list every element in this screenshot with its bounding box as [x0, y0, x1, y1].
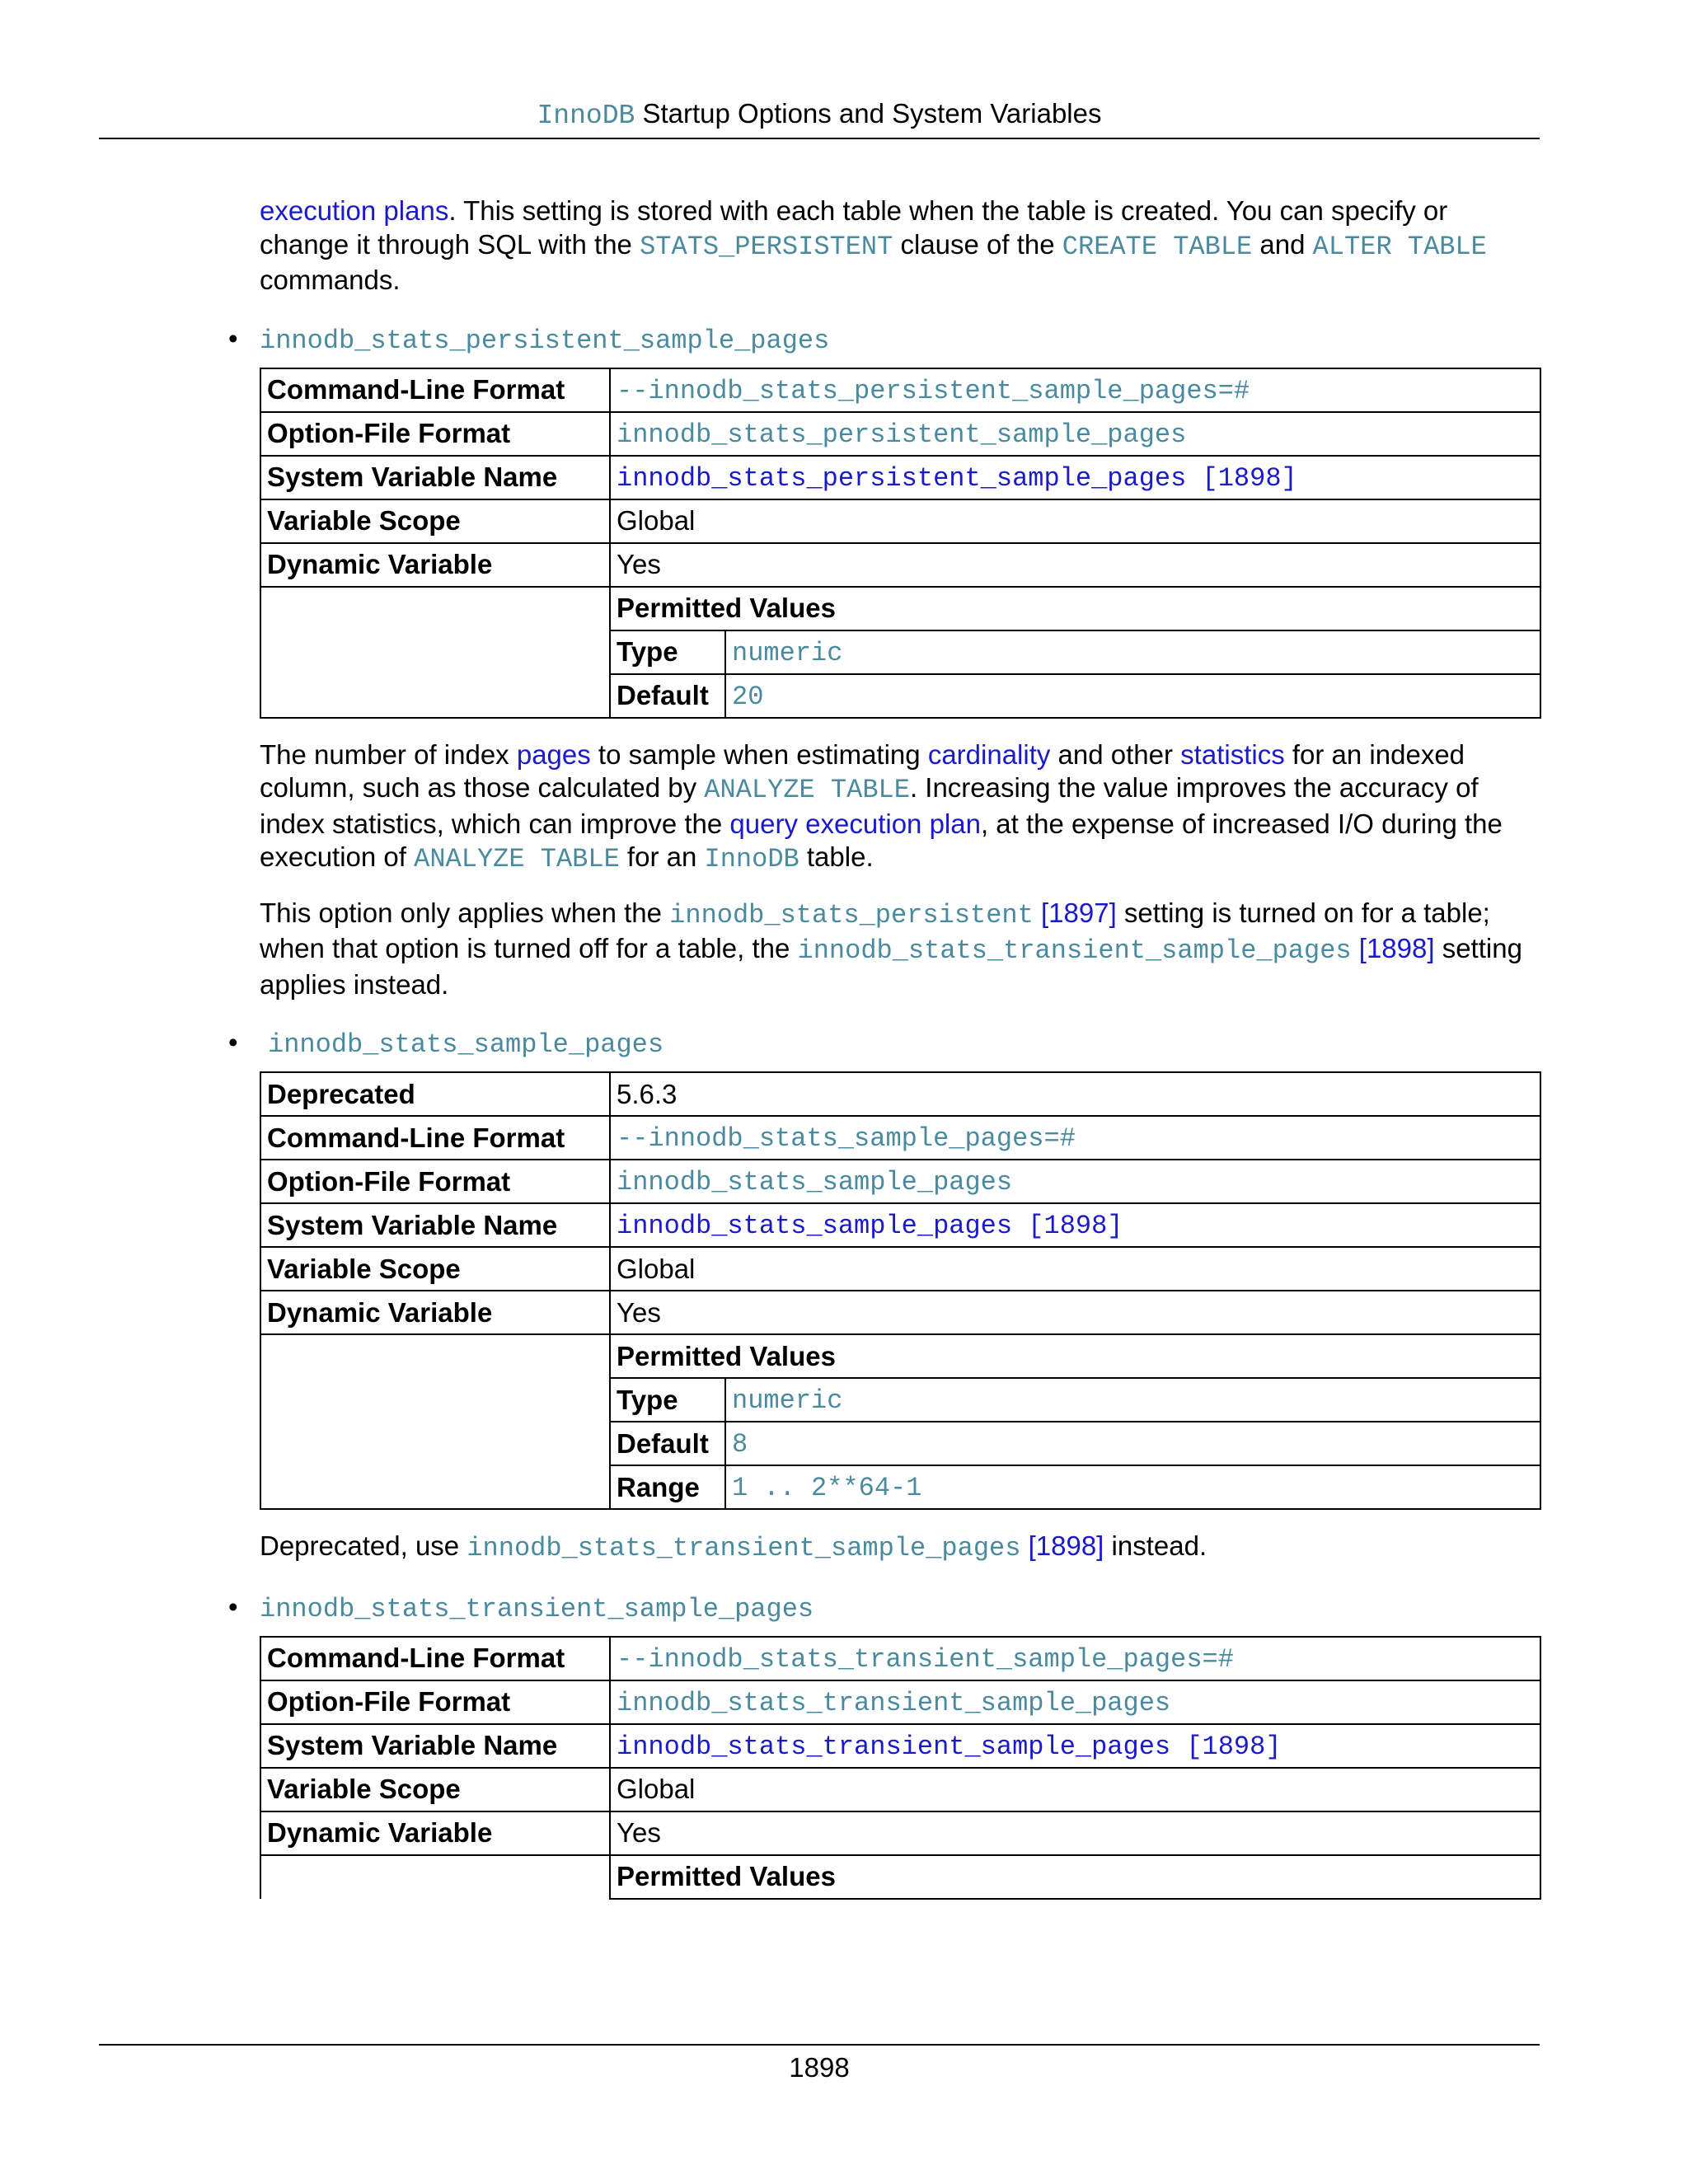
- row-value: 5.6.3: [610, 1072, 1540, 1116]
- table-row: [260, 368, 1540, 412]
- row-label: Deprecated: [260, 1072, 610, 1116]
- row-label: Option-File Format: [260, 1160, 610, 1203]
- empty-cell: [260, 1855, 610, 1899]
- row-value: [610, 456, 1540, 499]
- link-pages[interactable]: pages: [516, 738, 591, 770]
- link-system-variable[interactable]: innodb_stats_transient_sample_pages [1898]: [617, 1731, 1282, 1762]
- code-innodb-stats-transient-sample-pages[interactable]: innodb_stats_transient_sample_pages: [467, 1533, 1021, 1563]
- row-label: Dynamic Variable: [260, 543, 610, 587]
- row-value: Global: [610, 1247, 1540, 1291]
- table-row: [260, 1811, 1540, 1855]
- code-alter-table: ALTER TABLE: [1312, 231, 1487, 262]
- link-page-ref[interactable]: [1898]: [1351, 933, 1435, 963]
- table-row: [260, 1680, 1540, 1724]
- row-label: Variable Scope: [260, 499, 610, 543]
- row-label: Dynamic Variable: [260, 1811, 610, 1855]
- option-table-transient-sample-pages: [260, 1636, 1541, 1900]
- table-row: [260, 499, 1540, 543]
- sub-value: 20: [725, 674, 1540, 718]
- permitted-values-heading: Permitted Values: [610, 587, 1540, 630]
- table-row: [260, 1116, 1540, 1160]
- row-label: Variable Scope: [260, 1768, 610, 1811]
- table-row: [260, 1247, 1540, 1291]
- running-header: [99, 97, 1540, 133]
- sub-label: Default: [610, 1422, 725, 1465]
- row-value: Yes: [610, 1811, 1540, 1855]
- row-value: innodb_stats_persistent_sample_pages: [610, 412, 1540, 456]
- link-cardinality[interactable]: cardinality: [927, 738, 1051, 770]
- sub-label: Range: [610, 1465, 725, 1509]
- table-row: [260, 543, 1540, 587]
- row-value: [610, 1203, 1540, 1247]
- link-statistics[interactable]: statistics: [1180, 738, 1285, 770]
- table-row: [260, 587, 1540, 630]
- option-table-sample-pages: [260, 1071, 1541, 1510]
- option-name[interactable]: innodb_stats_persistent_sample_pages: [260, 325, 830, 356]
- link-query-execution-plan[interactable]: query execution plan: [729, 808, 981, 839]
- row-label: Command-Line Format: [260, 1116, 610, 1160]
- empty-cell: [260, 1334, 610, 1509]
- table-row: [260, 456, 1540, 499]
- row-label: Command-Line Format: [260, 1637, 610, 1680]
- sub-value: numeric: [725, 630, 1540, 674]
- row-label: System Variable Name: [260, 1203, 610, 1247]
- code-create-table: CREATE TABLE: [1062, 231, 1253, 262]
- description-paragraph: This option only applies when the innodb_stats_persistent [1897] setting is turned on for a table; when that option is turned off for a table, the innodb_stats_transient_sample_pages [1898] setting applies instead.: [260, 897, 1522, 1000]
- page-number: 1898: [789, 2052, 850, 2083]
- table-row: [260, 1334, 1540, 1378]
- row-label: Option-File Format: [260, 412, 610, 456]
- row-label: Option-File Format: [260, 1680, 610, 1724]
- bullet-icon: •: [228, 322, 238, 354]
- option-table-persistent-sample-pages: [260, 368, 1541, 719]
- sub-label: Type: [610, 630, 725, 674]
- row-label: Variable Scope: [260, 1247, 610, 1291]
- description-paragraph: The number of index pages to sample when estimating cardinality and other statistics for an indexed column, such as those calculated by ANALYZE TABLE. Increasing the value improves the accuracy of index statistics, which can improve the query execution plan, at the expense of increased I/O during the execution of ANALYZE TABLE for an InnoDB table.: [260, 738, 1503, 874]
- header-rule: [99, 138, 1540, 139]
- sub-label: Default: [610, 674, 725, 718]
- empty-cell: [260, 587, 610, 718]
- permitted-values-heading: Permitted Values: [610, 1334, 1540, 1378]
- table-row: [260, 1160, 1540, 1203]
- table-row: [260, 1291, 1540, 1334]
- link-page-ref[interactable]: [1897]: [1033, 897, 1117, 928]
- row-label: System Variable Name: [260, 1724, 610, 1768]
- sub-value: numeric: [725, 1378, 1540, 1422]
- footer-rule: [99, 2044, 1540, 2046]
- row-value: Yes: [610, 1291, 1540, 1334]
- row-value: --innodb_stats_transient_sample_pages=#: [610, 1637, 1540, 1680]
- option-heading-sample-pages: [228, 1026, 1541, 1062]
- table-row: [260, 1203, 1540, 1247]
- row-value: Global: [610, 1768, 1540, 1811]
- code-stats-persistent: STATS_PERSISTENT: [640, 231, 893, 262]
- row-value: [610, 1724, 1540, 1768]
- sub-value: 8: [725, 1422, 1540, 1465]
- table-row: [260, 1855, 1540, 1899]
- intro-paragraph: execution plans. This setting is stored with each table when the table is created. You can specify or change it through SQL with the STATS_PERSISTENT clause of the CREATE TABLE and ALTER TABLE commands.: [260, 195, 1487, 295]
- row-value: Yes: [610, 543, 1540, 587]
- option-name[interactable]: innodb_stats_sample_pages: [268, 1029, 664, 1060]
- link-system-variable[interactable]: innodb_stats_sample_pages [1898]: [617, 1211, 1123, 1241]
- table-row: [260, 1724, 1540, 1768]
- link-page-ref[interactable]: [1898]: [1020, 1530, 1104, 1561]
- option-name[interactable]: innodb_stats_transient_sample_pages: [260, 1593, 814, 1624]
- header-code: InnoDB: [537, 101, 635, 131]
- code-innodb-stats-transient-sample-pages[interactable]: innodb_stats_transient_sample_pages: [797, 935, 1352, 966]
- permitted-values-heading: Permitted Values: [610, 1855, 1540, 1899]
- code-innodb-stats-persistent[interactable]: innodb_stats_persistent: [669, 899, 1034, 930]
- description-paragraph: Deprecated, use innodb_stats_transient_sample_pages [1898] instead.: [260, 1530, 1207, 1563]
- option-heading-persistent-sample-pages: [228, 322, 1541, 358]
- row-label: System Variable Name: [260, 456, 610, 499]
- sub-value: 1 .. 2**64-1: [725, 1465, 1540, 1509]
- row-value: --innodb_stats_sample_pages=#: [610, 1116, 1540, 1160]
- table-row: [260, 412, 1540, 456]
- row-value: innodb_stats_sample_pages: [610, 1160, 1540, 1203]
- link-execution-plans[interactable]: execution plans: [260, 195, 449, 226]
- sub-label: Type: [610, 1378, 725, 1422]
- bullet-icon: •: [228, 1027, 238, 1057]
- header-title: Startup Options and System Variables: [642, 98, 1102, 129]
- bullet-icon: •: [228, 1591, 238, 1622]
- row-label: Dynamic Variable: [260, 1291, 610, 1334]
- table-row: [260, 1637, 1540, 1680]
- row-label: Command-Line Format: [260, 368, 610, 412]
- table-row: [260, 1072, 1540, 1116]
- row-value: --innodb_stats_persistent_sample_pages=#: [610, 368, 1540, 412]
- page-content: [228, 194, 1541, 1900]
- link-system-variable[interactable]: innodb_stats_persistent_sample_pages [1898]: [617, 462, 1297, 494]
- row-value: innodb_stats_transient_sample_pages: [610, 1680, 1540, 1724]
- option-heading-transient-sample-pages: [228, 1591, 1541, 1626]
- row-value: Global: [610, 499, 1540, 543]
- table-row: [260, 1768, 1540, 1811]
